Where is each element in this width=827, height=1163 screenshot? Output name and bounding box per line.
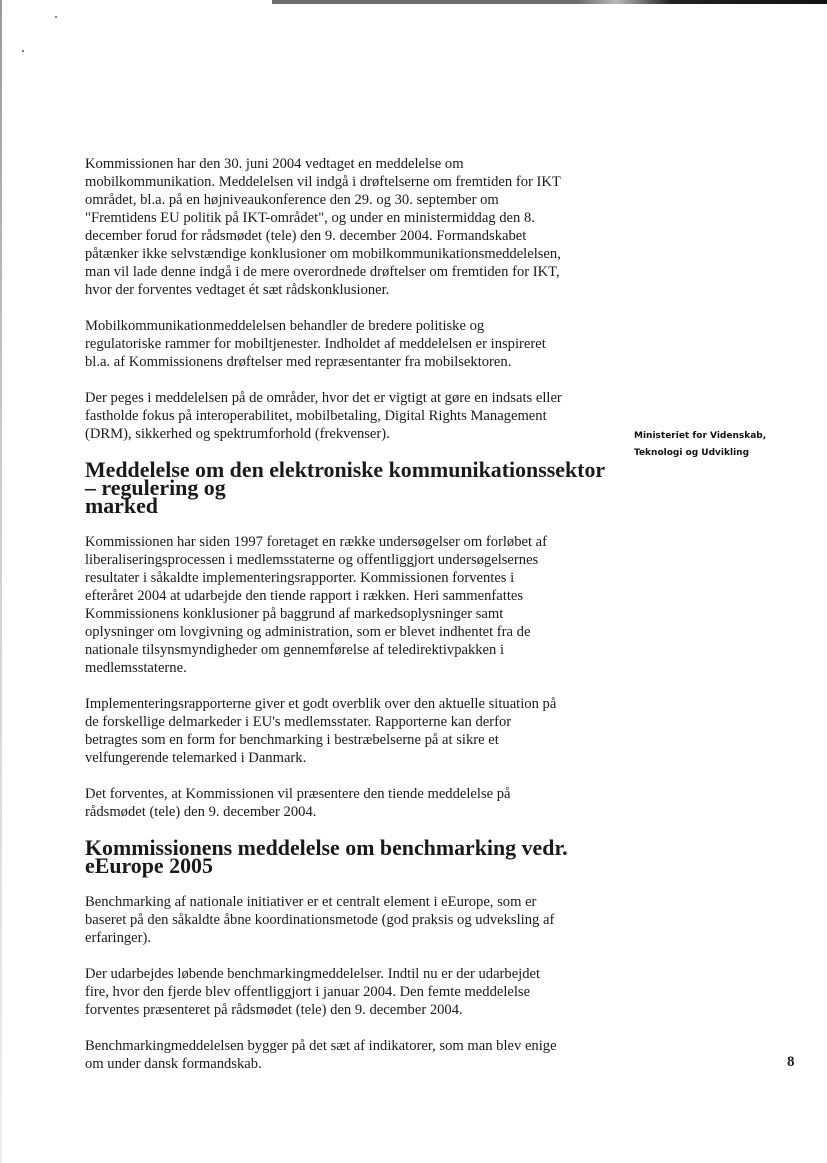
paragraph-mobile-communication: Kommissionen har den 30. juni 2004 vedtaget en meddelelse om mobilkommunikation. Meddelelsen vil indgå i drøftelserne om fremtiden for IKT området, bl.a. på en højniveaukonference den 29. og 30. september om "Fremtidens EU politik på IKT-området", og under en ministermiddag den 8. december forud for rådsmødet (tele) den 9. december 2004. Formandskabet påtænker ikke selvstændige konklusioner om mobilkommunikationsmeddelelsen, man vil lade denne indgå i de mere overordnede drøftelser om fremtiden for IKT, hvor der forventes vedtaget ét sæt rådskonklusioner. [85,156,561,298]
scan-speck [55,16,57,18]
scan-speck [22,50,24,52]
paragraph-focus-areas: Der peges i meddelelsen på de områder, hvor det er vigtigt at gøre en indsats eller fastholde fokus på interoperabilitet, mobilbetaling, Digital Rights Management (DRM), sikkerhed og spektrumforhold (frekvenser). [85,390,562,442]
section-heading-benchmarking: Kommissionens meddelelse om benchmarking vedr. eEurope 2005 [85,835,568,878]
page-number: 8 [787,1054,795,1070]
paragraph-benchmarking-reports: Der udarbejdes løbende benchmarkingmeddelelser. Indtil nu er der udarbejdet fire, hvor den fjerde blev offentliggjort i januar 2004. Den femte meddelelse forventes præsenteret på rådsmødet (tele) den 9. december 2004. [85,966,541,1018]
ministry-label: Ministeriet for Videnskab, Teknologi og Udvikling [634,431,767,458]
paragraph-indicators: Benchmarkingmeddelelsen bygger på det sæt af indikatorer, som man blev enige om under dansk formandskab. [85,1038,557,1072]
paragraph-overview: Implementeringsrapporterne giver et godt overblik over den aktuelle situation på de forskellige delmarkeder i EU's medlemsstater. Rapporterne kan derfor betragtes som en form for benchmarking i bestræbelserne på at sikre et velfungerende telemarked i Danmark. [85,696,557,766]
paragraph-benchmarking-element: Benchmarking af nationale initiativer er et centralt element i eEurope, som er baseret på den såkaldte åbne koordinationsmetode (god praksis og udveksling af erfaringer). [85,894,555,946]
paragraph-mobile-framework: Mobilkommunikationmeddelelsen behandler de bredere politiske og regulatoriske rammer for mobiltjenester. Indholdet af meddelelsen er inspireret bl.a. af Kommissionens drøftelser med repræsentanter fra mobilsektoren. [85,318,546,370]
section-heading-electronic-communications: Meddelelse om den elektroniske kommunikationssektor – regulering og marked [85,457,605,518]
top-rule [272,0,827,4]
document-body [85,155,605,1091]
paragraph-presentation: Det forventes, at Kommissionen vil præsentere den tiende meddelelse på rådsmødet (tele) den 9. december 2004. [85,786,511,820]
scan-edge [0,0,2,1163]
paragraph-implementation-reports: Kommissionen har siden 1997 foretaget en række undersøgelser om forløbet af liberaliseringsprocessen i medlemsstaterne og offentliggjort undersøgelsernes resultater i såkaldte implementeringsrapporter. Kommissionen forventes i efteråret 2004 at udarbejde den tiende rapport i rækken. Heri sammenfattes Kommissionens konklusioner på baggrund af markedsoplysninger samt oplysninger om lovgivning og administration, som er blevet indhentet fra de nationale tilsynsmyndigheder om gennemførelse af teledirektivpakken i medlemsstaterne. [85,534,548,676]
